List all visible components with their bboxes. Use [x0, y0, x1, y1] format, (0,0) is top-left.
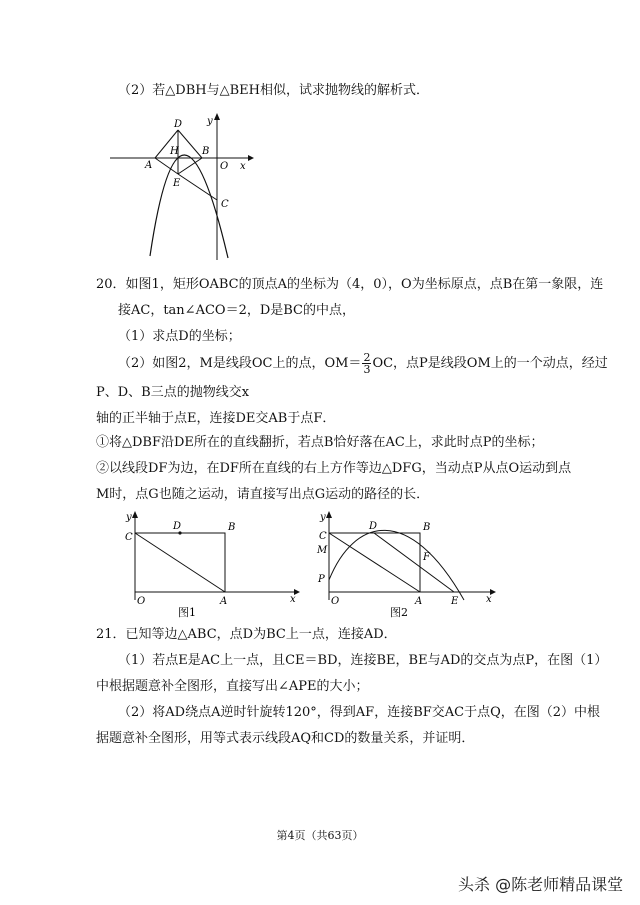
q19-label-C: C — [221, 199, 229, 210]
q21-line3: 中根据题意补全图形，直接写出∠APE的大小； — [96, 679, 369, 694]
fig2-label-B: B — [423, 522, 431, 533]
fig1-label-B: B — [228, 522, 236, 533]
q19-part2-text: （2）若△DBH与△BEH相似，试求抛物线的解析式． — [118, 83, 429, 98]
fig2-label-x: x — [486, 594, 492, 605]
fig2-label-P: P — [318, 574, 325, 585]
q19-label-y: y — [207, 116, 213, 127]
q20-part2-a: （2）如图2，M是线段OC上的点，OM＝ — [118, 356, 362, 371]
q20-part2 — [118, 352, 608, 375]
q20-figure-1 — [118, 508, 303, 618]
q20-line2: 接AC，tan∠ACO＝2，D是BC的中点， — [118, 303, 356, 318]
fig2-label-A: A — [415, 596, 423, 607]
q21-line5: 据题意补全图形，用等式表示线段AQ和CD的数量关系，并证明． — [96, 731, 475, 746]
q19-parabola-figure — [110, 108, 260, 263]
fig1-label-C: C — [125, 532, 133, 543]
q21-line4: （2）将AD绕点A逆时针旋转120°，得到AF，连接BF交AC于点Q，在图（2）中根 — [118, 705, 601, 720]
q19-label-O: O — [220, 161, 229, 172]
q19-label-E: E — [173, 178, 181, 189]
fraction-two-thirds: $\frac{2}{3}$ — [363, 351, 371, 376]
q19-label-B: B — [202, 146, 210, 157]
q20-figure-2 — [314, 508, 499, 618]
q20-sub2a: ②以线段DF为边，在DF所在直线的右上方作等边△DFG，当动点P从点O运动到点 — [96, 461, 572, 476]
fig1-label-D: D — [173, 521, 182, 532]
fig1-label-x: x — [290, 594, 296, 605]
fig2-label-C: C — [319, 531, 327, 542]
fig2-label-F: F — [423, 552, 430, 563]
q20-sub1: ①将△DBF沿DE所在的直线翻折，若点B恰好落在AC上，求此时点P的坐标； — [96, 435, 544, 450]
q20-sub2b: M时，点G也随之运动，请直接写出点G运动的路径的长． — [96, 487, 430, 502]
page-footer: 第4页（共63页） — [276, 829, 364, 842]
fig2-label-O: O — [331, 596, 340, 607]
q20-line5: P、D、B三点的抛物线交x — [96, 385, 250, 400]
fig1-label-O: O — [137, 596, 146, 607]
q20-line6: 轴的正半轴于点E，连接DE交AB于点F． — [96, 411, 336, 426]
q19-label-x: x — [240, 161, 246, 172]
q19-label-A: A — [145, 160, 153, 171]
fig2-label-D: D — [369, 521, 378, 532]
fig2-caption: 图2 — [390, 606, 408, 618]
fig1-label-y: y — [126, 512, 132, 523]
q19-label-D: D — [174, 119, 183, 130]
fig1-caption: 图1 — [178, 606, 196, 618]
q21-line1: 21．已知等边△ABC，点D为BC上一点，连接AD． — [96, 627, 397, 642]
q20-line1: 20．如图1，矩形OABC的顶点A的坐标为（4，0），O为坐标原点，点B在第一象限，连 — [96, 277, 604, 292]
q21-line2: （1）若点E是AC上一点，且CE＝BD，连接BE，BE与AD的交点为点P，在图（1） — [118, 653, 608, 668]
fig2-label-E: E — [451, 596, 459, 607]
q19-label-H: H — [170, 146, 179, 157]
fig1-label-A: A — [220, 596, 228, 607]
q20-part1: （1）求点D的坐标； — [118, 329, 241, 344]
q20-part2-b: OC，点P是线段OM上的一个动点，经过 — [372, 356, 608, 371]
fig2-label-M: M — [317, 545, 328, 556]
fig2-label-y: y — [320, 512, 326, 523]
watermark: 头杀 @陈老师精品课堂 — [458, 875, 624, 894]
